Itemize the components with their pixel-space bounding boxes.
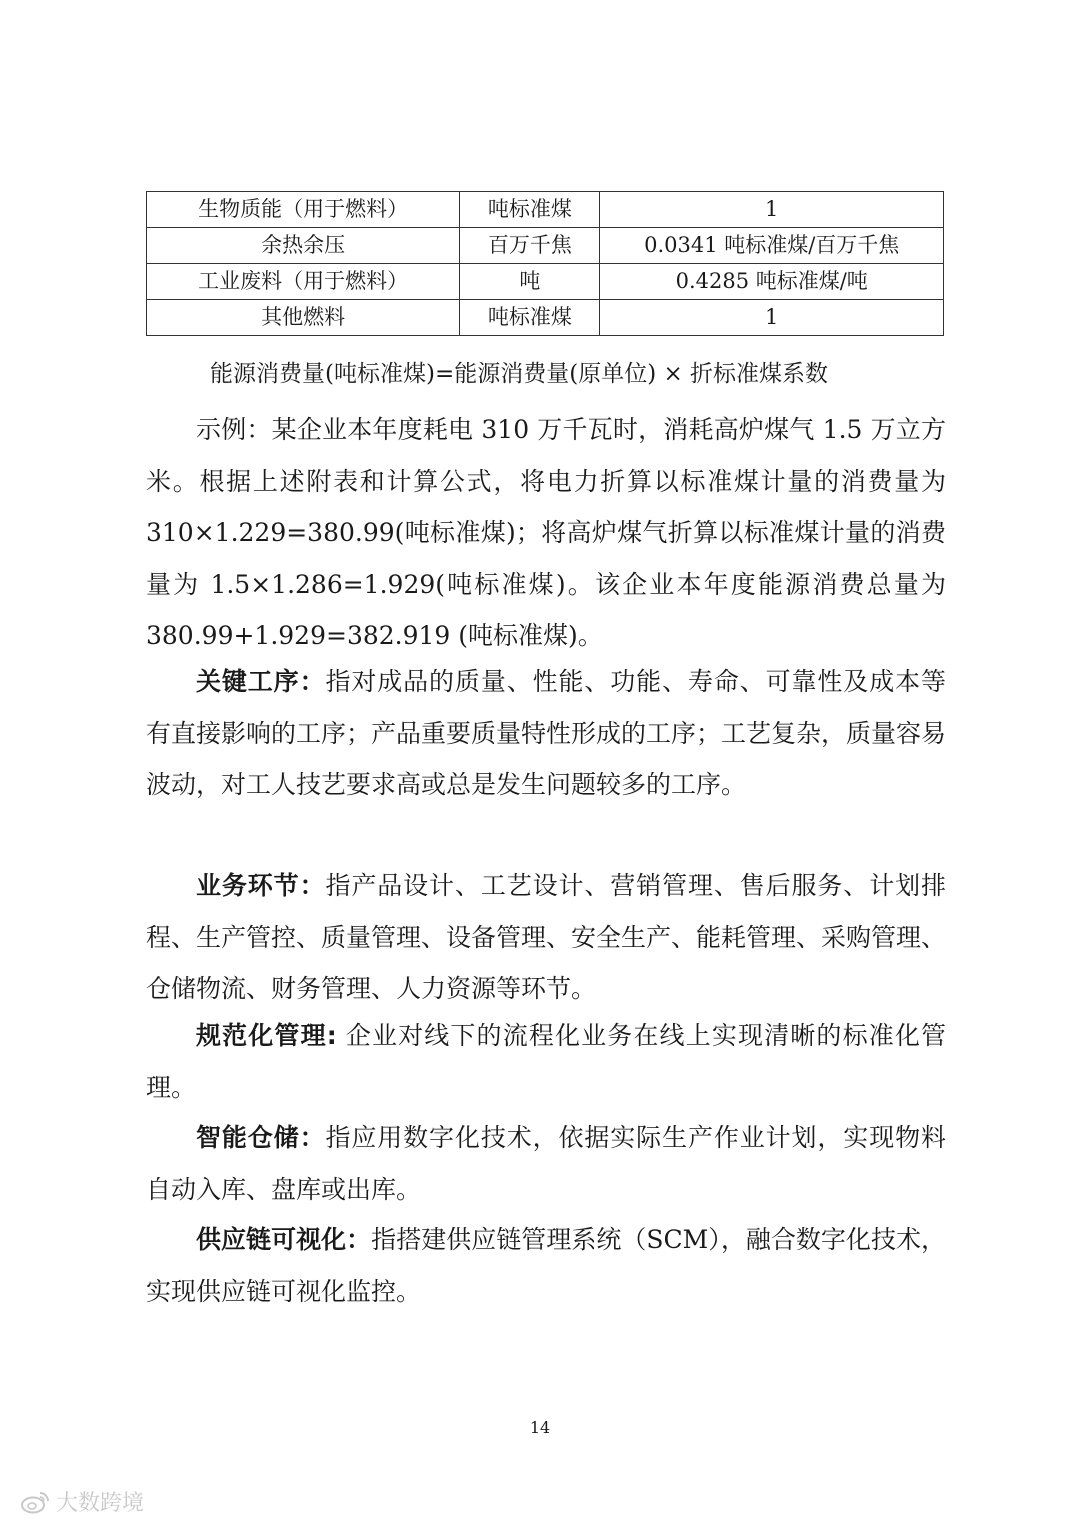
definition-key-process bbox=[146, 656, 946, 811]
watermark-text: 大数跨境 bbox=[56, 1491, 145, 1516]
definition-text: 指对成品的质量、性能、功能、寿命、可靠性及成本等有直接影响的工序；产品重要质量特性形成的工序；工艺复杂，质量容易波动，对工人技艺要求高或总是发生问题较多的工序。 bbox=[146, 667, 947, 799]
conversion-formula: 能源消费量(吨标准煤)=能源消费量(原单位) × 折标准煤系数 bbox=[210, 361, 829, 387]
table-row bbox=[147, 192, 944, 228]
weibo-icon bbox=[20, 1490, 50, 1514]
page-number: 14 bbox=[529, 1418, 551, 1437]
unit-cell: 吨 bbox=[460, 264, 600, 300]
definition-text: 指产品设计、工艺设计、营销管理、售后服务、计划排程、生产管控、质量管理、设备管理、安全生产、能耗管理、采购管理、仓储物流、财务管理、人力资源等环节。 bbox=[146, 871, 947, 1003]
definition-business bbox=[146, 860, 946, 1015]
table-row bbox=[147, 264, 944, 300]
definition-term: 供应链可视化： bbox=[196, 1225, 372, 1254]
factor-cell: 1 bbox=[600, 300, 944, 336]
unit-cell: 吨标准煤 bbox=[460, 300, 600, 336]
watermark bbox=[20, 1486, 144, 1517]
unit-cell: 吨标准煤 bbox=[460, 192, 600, 228]
definition-text: 指搭建供应链管理系统（SCM），融合数字化技术，实现供应链可视化监控。 bbox=[146, 1225, 946, 1306]
unit-cell: 百万千焦 bbox=[460, 228, 600, 264]
example-paragraph: 示例：某企业本年度耗电 310 万千瓦时，消耗高炉煤气 1.5 万立方米。根据上述附表和计算公式，将电力折算以标准煤计量的消费量为 310×1.229=380.99(吨标准煤)；将高炉煤气折算以标准煤计量的消费量为 1.5×1.286=1.929(吨标准煤)。该企业本年度能源消费总量为 380.99+1.929=382.919 (吨标准煤)。 bbox=[146, 415, 946, 650]
factor-cell: 1 bbox=[600, 192, 944, 228]
factor-cell: 0.4285 吨标准煤/吨 bbox=[600, 264, 944, 300]
energy-name-cell: 余热余压 bbox=[147, 228, 460, 264]
factor-cell: 0.0341 吨标准煤/百万千焦 bbox=[600, 228, 944, 264]
definition-supply-chain bbox=[146, 1214, 946, 1317]
table-row bbox=[147, 228, 944, 264]
definition-text: 指应用数字化技术，依据实际生产作业计划，实现物料自动入库、盘库或出库。 bbox=[146, 1123, 946, 1204]
table-row bbox=[147, 300, 944, 336]
conversion-factor-table bbox=[146, 191, 944, 336]
definition-term: 业务环节： bbox=[196, 871, 326, 900]
definition-term: 智能仓储： bbox=[196, 1123, 326, 1152]
energy-name-cell: 工业废料（用于燃料） bbox=[147, 264, 460, 300]
definition-term: 规范化管理: bbox=[196, 1021, 337, 1050]
definition-term: 关键工序： bbox=[196, 667, 326, 696]
energy-name-cell: 生物质能（用于燃料） bbox=[147, 192, 460, 228]
definition-standardized bbox=[146, 1010, 946, 1113]
energy-name-cell: 其他燃料 bbox=[147, 300, 460, 336]
definition-smart-storage bbox=[146, 1112, 946, 1215]
definition-text: 企业对线下的流程化业务在线上实现清晰的标准化管理。 bbox=[146, 1021, 947, 1102]
